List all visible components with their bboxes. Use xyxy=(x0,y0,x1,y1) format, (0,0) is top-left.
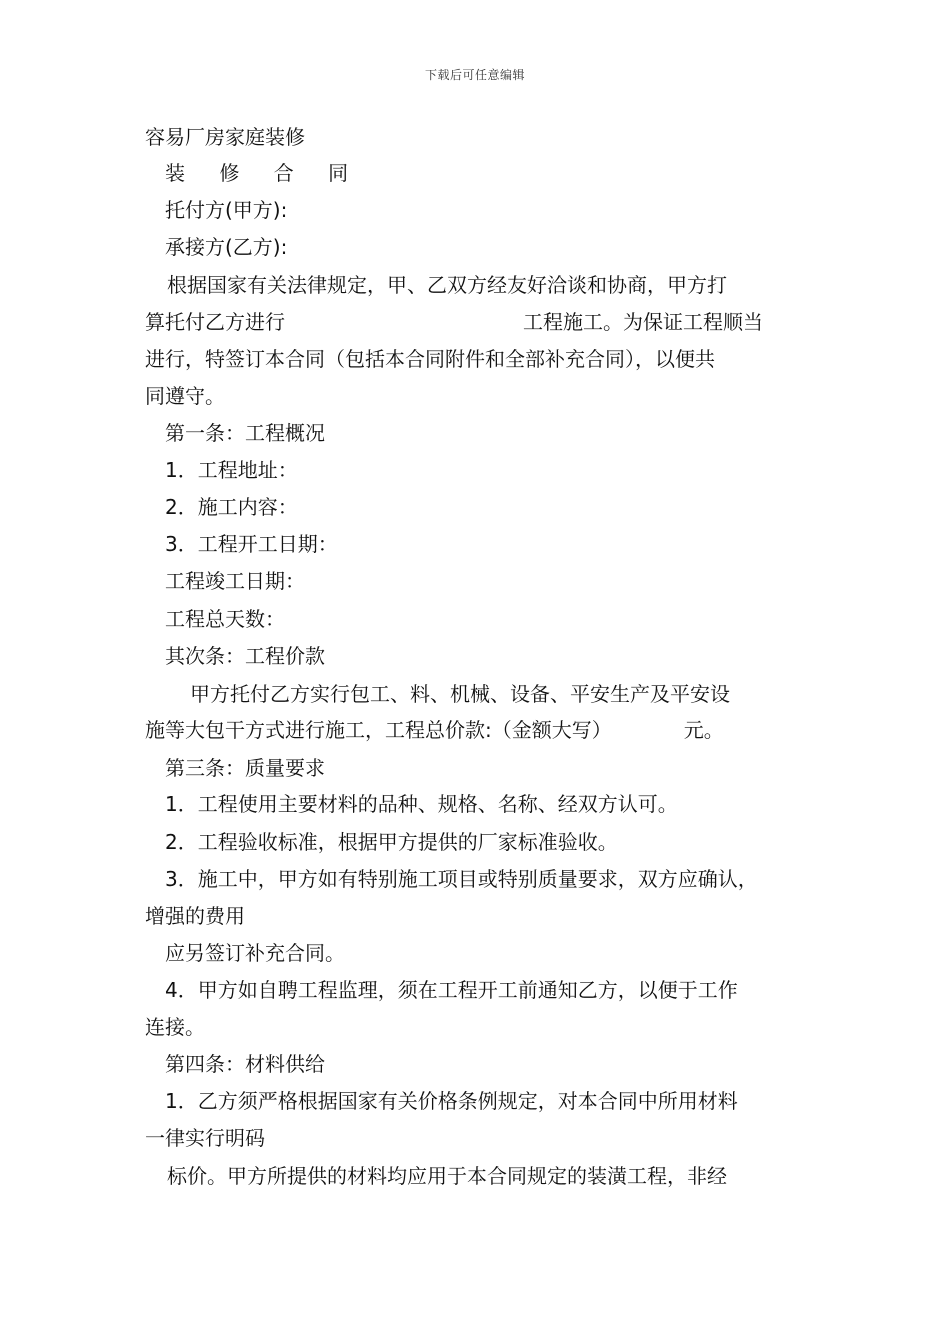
intro-line xyxy=(145,309,763,335)
list-item-continuation: 增强的费用 xyxy=(145,904,245,928)
party-b-label: 承接方(乙方): xyxy=(165,235,288,259)
document-title: 容易厂房家庭装修 xyxy=(145,125,305,149)
list-item: 工程竣工日期： xyxy=(165,569,305,593)
list-item: 1．工程使用主要材料的品种、规格、名称、经双方认可。 xyxy=(165,792,678,816)
page-header: 下载后可任意编辑 xyxy=(424,68,525,82)
list-item: 3．施工中，甲方如有特别施工项目或特别质量要求，双方应确认， xyxy=(165,867,758,891)
article-1-heading: 第一条：工程概况 xyxy=(165,421,325,445)
article-3-heading: 第三条：质量要求 xyxy=(165,756,325,780)
intro-line: 进行，特签订本合同（包括本合同附件和全部补充合同），以便共 xyxy=(145,347,715,371)
intro-line: 同遵守。 xyxy=(145,384,225,408)
article-2-heading: 其次条：工程价款 xyxy=(165,644,325,668)
intro-text-after-blank: 工程施工。为保证工程顺当 xyxy=(523,310,763,334)
list-item-continuation: 标价。甲方所提供的材料均应用于本合同规定的装潢工程，非经 xyxy=(167,1164,727,1188)
list-item-continuation: 一律实行明码 xyxy=(145,1126,265,1150)
list-item: 工程总天数： xyxy=(165,607,285,631)
currency-unit: 元。 xyxy=(683,718,724,742)
list-item: 2．施工内容： xyxy=(165,495,298,519)
article-2-line: 甲方托付乙方实行包工、料、机械、设备、平安生产及平安设 xyxy=(190,682,730,706)
list-item: 1．乙方须严格根据国家有关价格条例规定，对本合同中所用材料 xyxy=(165,1089,738,1113)
list-item: 4．甲方如自聘工程监理，须在工程开工前通知乙方，以便于工作 xyxy=(165,978,738,1002)
list-item: 3．工程开工日期： xyxy=(165,532,338,556)
list-item-continuation: 应另签订补充合同。 xyxy=(165,941,345,965)
list-item-continuation: 连接。 xyxy=(145,1015,205,1039)
intro-text-before-blank: 算托付乙方进行 xyxy=(145,310,285,334)
list-item: 1．工程地址： xyxy=(165,458,298,482)
article-2-line xyxy=(145,717,724,743)
article-4-heading: 第四条：材料供给 xyxy=(165,1052,325,1076)
party-a-label: 托付方(甲方): xyxy=(165,198,288,222)
list-item: 2．工程验收标准，根据甲方提供的厂家标准验收。 xyxy=(165,830,618,854)
contract-title: 装 修 合 同 xyxy=(165,161,363,185)
price-text: 施等大包干方式进行施工，工程总价款:（金额大写） xyxy=(145,718,612,742)
intro-line: 根据国家有关法律规定，甲、乙双方经友好洽谈和协商，甲方打 xyxy=(167,273,727,297)
